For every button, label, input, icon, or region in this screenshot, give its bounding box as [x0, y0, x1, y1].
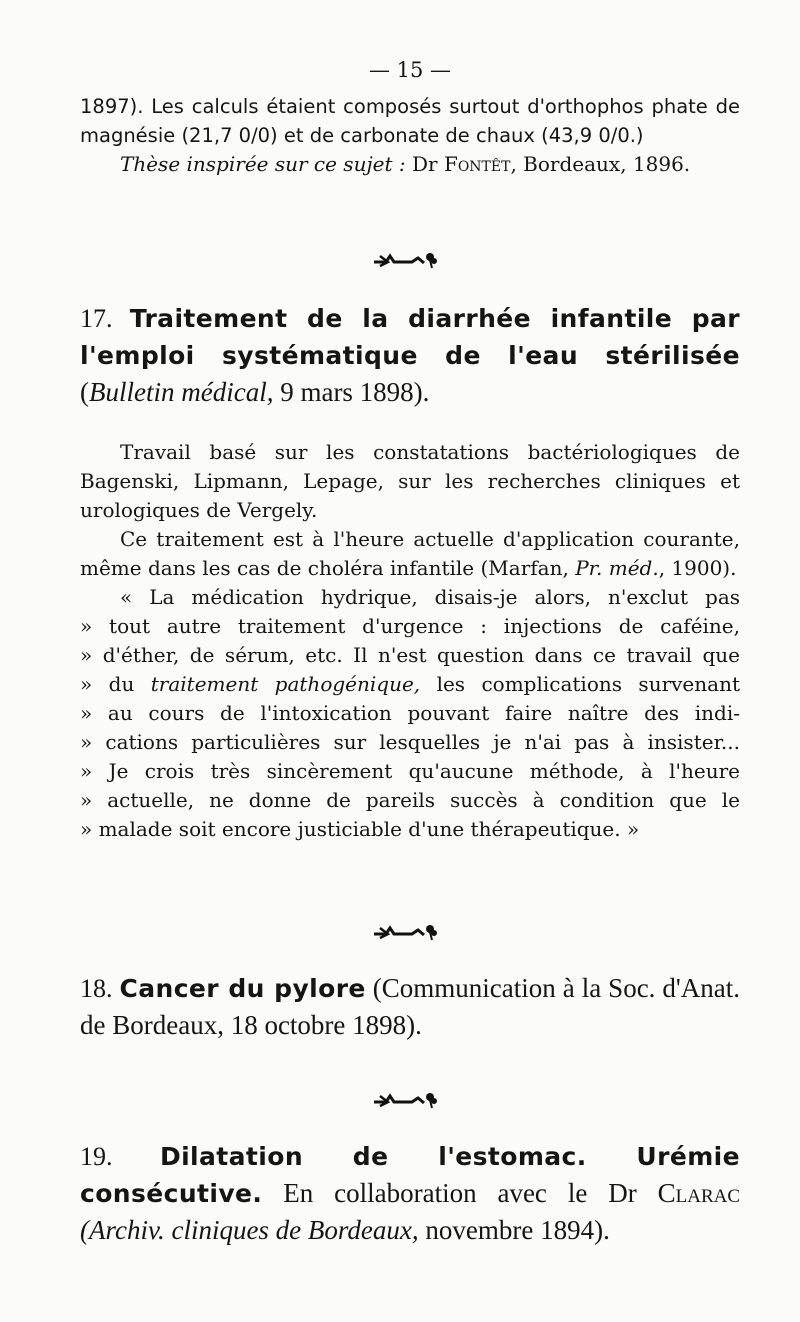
- ornament-fleuron-icon: [372, 248, 442, 270]
- section-17-para1: Travail basé sur les constatations bactériologiques de Bagenski, Lipmann, Lepage, sur les recherches cliniques et urologiques de Vergely.: [80, 440, 740, 522]
- thesis-label: Thèse inspirée sur ce sujet :: [120, 152, 406, 176]
- quote-italic-phrase: traitement pathogénique,: [150, 672, 421, 696]
- quote-line: » actuelle, ne donne de pareils succès à condition que le: [80, 788, 740, 812]
- section-19-name: Clarac: [657, 1178, 741, 1208]
- section-17-date: 9 mars 1898).: [280, 377, 430, 407]
- section-18: [80, 970, 740, 1043]
- section-18-title: Cancer du pylore: [119, 974, 366, 1003]
- section-17-para2-end: , 1900).: [658, 556, 737, 580]
- quote-line: » Je crois très sincèrement qu'aucune méthode, à l'heure: [80, 759, 740, 783]
- thesis-reference: [80, 150, 740, 179]
- section-19: [80, 1138, 740, 1248]
- quote-line-rest: les complications survenant: [420, 672, 740, 696]
- section-19-date: novembre 1894).: [425, 1215, 610, 1245]
- top-paragraph-text: 1897). Les calculs étaient composés surtout d'orthophos phate de magnésie (21,7 0/0) et de carbonate de chaux (43,9 0/0.): [80, 95, 740, 147]
- section-17-number: 17.: [80, 304, 113, 333]
- quote-line: » tout autre traitement d'urgence : injections de caféine,: [80, 614, 740, 638]
- section-19-title: Dilatation de l'estomac. Urémie consécutive.: [80, 1142, 740, 1208]
- quote-line: » cations particulières sur lesquelles je n'ai pas à insister...: [80, 730, 740, 754]
- section-17-ref-open: (: [80, 377, 89, 407]
- section-17-body: [80, 438, 740, 844]
- top-paragraph: [80, 92, 740, 179]
- section-17-para2: [80, 525, 740, 583]
- section-19-journal: (Archiv. cliniques de Bordeaux,: [80, 1215, 419, 1245]
- quote-line-prefix: » du: [80, 672, 151, 696]
- page-number: — 15 —: [368, 58, 452, 82]
- ornament-fleuron-icon: [372, 920, 442, 942]
- thesis-author: Fontêt: [443, 152, 511, 176]
- quote-line: » au cours de l'intoxication pouvant faire naître des indi-: [80, 701, 740, 725]
- section-17-journal: Bulletin médical,: [89, 377, 274, 407]
- section-17-heading: [80, 300, 740, 410]
- ornament-fleuron-icon: [372, 1088, 442, 1110]
- section-17-para2-text: Ce traitement est à l'heure actuelle d'application courante, même dans les cas de choléra infantile (Marfan,: [80, 527, 740, 580]
- section-19-dr: Dr: [608, 1178, 637, 1208]
- quote-line: « La médication hydrique, disais-je alors, n'exclut pas: [120, 585, 740, 609]
- quote-line-italic: [80, 670, 740, 699]
- section-17-para2-ref: Pr. méd.: [575, 556, 659, 580]
- thesis-author-title: Dr: [411, 152, 438, 176]
- section-19-number: 19.: [80, 1142, 113, 1171]
- thesis-rest: , Bordeaux, 1896.: [510, 152, 691, 176]
- section-19-ref-a: En collaboration avec le: [283, 1178, 588, 1208]
- section-18-number: 18.: [80, 974, 113, 1003]
- quote-line: » d'éther, de sérum, etc. Il n'est question dans ce travail que: [80, 643, 740, 667]
- section-18-ref: (Communication à la Soc. d'Anat. de Bordeaux, 18 octobre 1898).: [80, 973, 741, 1040]
- section-17-quote: [80, 583, 740, 844]
- section-17-title: Traitement de la diarrhée infantile par l'emploi systématique de l'eau stérilisée: [80, 304, 741, 370]
- quote-line: » malade soit encore justiciable d'une thérapeutique. »: [80, 817, 640, 841]
